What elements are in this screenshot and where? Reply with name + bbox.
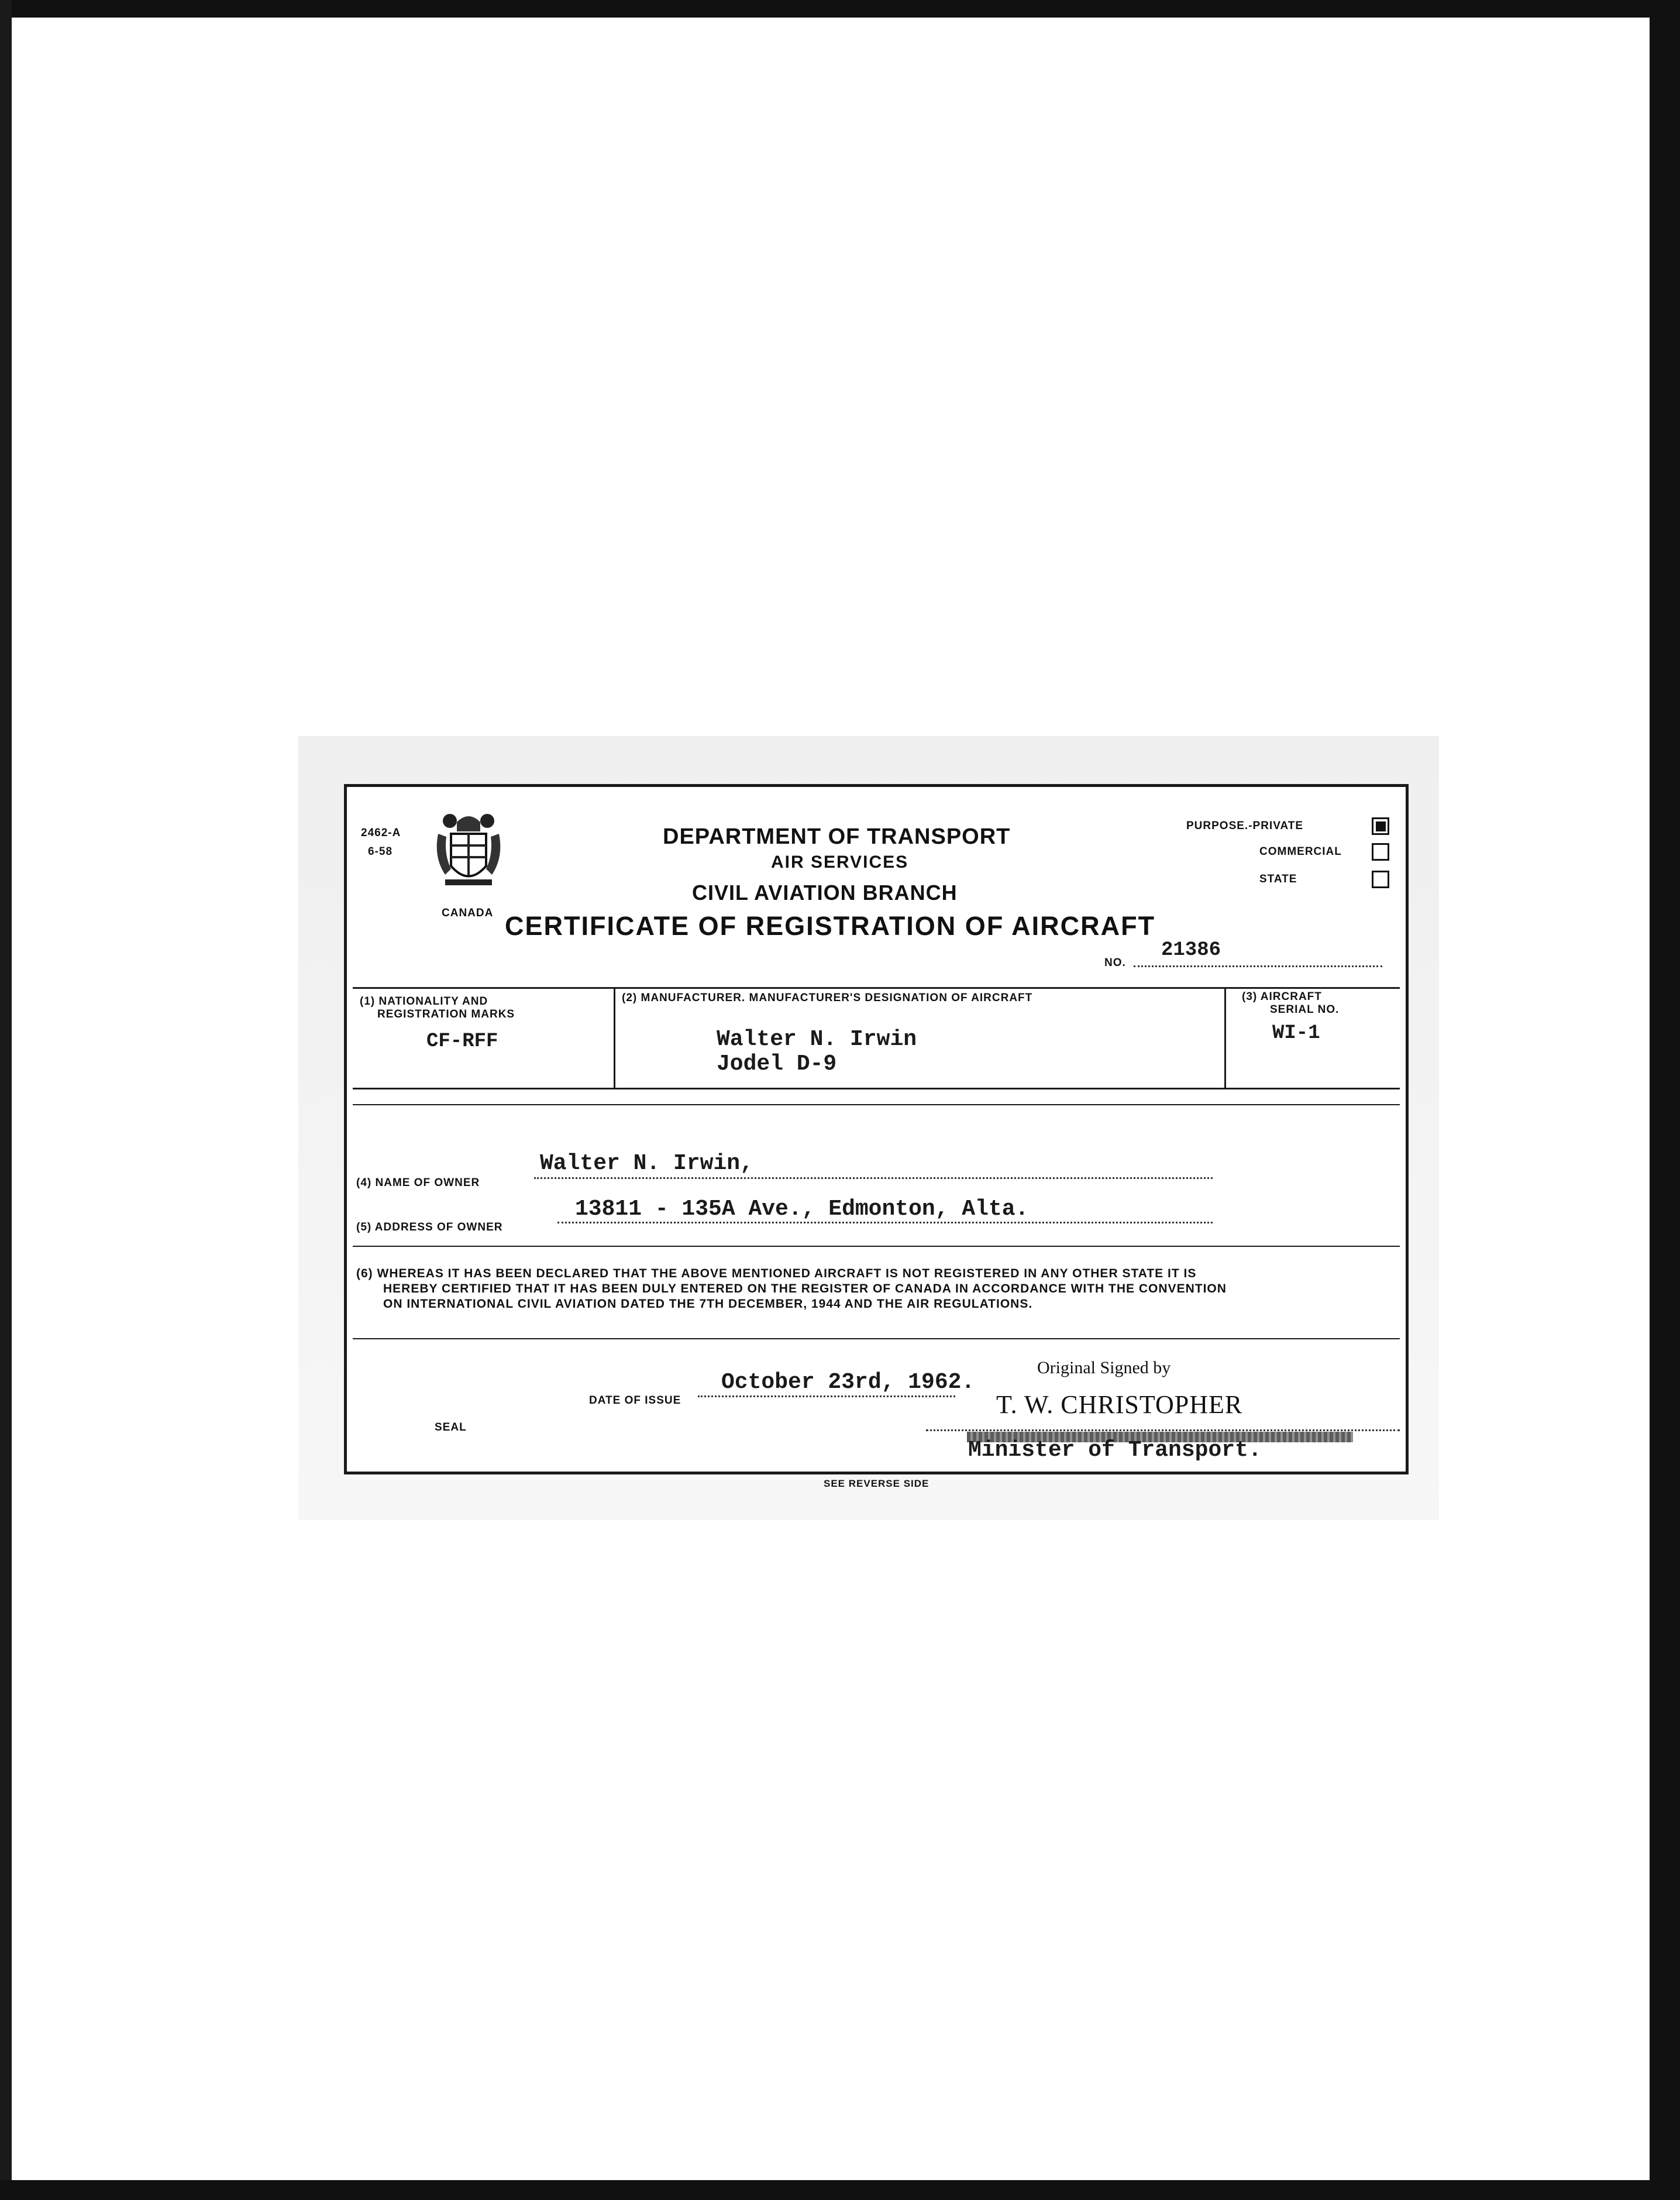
manufacturer-label: (2) MANUFACTURER. MANUFACTURER'S DESIGNATION OF AIRCRAFT [622,992,1033,1004]
form-date: 6-58 [368,845,393,858]
signature-dotted-line [926,1429,1400,1431]
table-bottom-rule [353,1088,1400,1089]
serial-label: (3) AIRCRAFT [1242,991,1322,1003]
number-dotted-line [1134,965,1382,967]
declaration-line-2: HEREBY CERTIFIED THAT IT HAS BEEN DULY ENTERED ON THE REGISTER OF CANADA IN ACCORDANCE WITH THE CONVENTION [383,1282,1227,1295]
state-checkbox[interactable] [1372,871,1389,888]
signatory-name: T. W. CHRISTOPHER [996,1390,1243,1419]
certificate-number: 21386 [1161,939,1221,961]
declaration-top-rule [353,1246,1400,1247]
seal-label: SEAL [435,1421,467,1434]
form-number: 2462-A [361,827,401,839]
service-heading: AIR SERVICES [771,852,909,872]
date-dotted-line [698,1395,955,1397]
owner-address-label: (5) ADDRESS OF OWNER [356,1221,503,1233]
date-of-issue-label: DATE OF ISSUE [589,1394,681,1407]
certificate-title: CERTIFICATE OF REGISTRATION OF AIRCRAFT [505,911,1156,941]
owner-name-dotted-line [534,1177,1213,1179]
see-reverse-note: SEE REVERSE SIDE [824,1478,929,1489]
signatory-title: Minister of Transport. [968,1438,1262,1463]
branch-heading: CIVIL AVIATION BRANCH [692,881,958,905]
canada-coat-of-arms-icon [433,810,504,898]
serial-label-line2: SERIAL NO. [1270,1003,1340,1016]
department-heading: DEPARTMENT OF TRANSPORT [663,824,1011,849]
nationality-label-line2: REGISTRATION MARKS [377,1008,515,1020]
purpose-private-label: PURPOSE.-PRIVATE [1186,820,1304,832]
owner-address-dotted-line [557,1222,1213,1223]
table-top-rule [353,987,1400,989]
issue-section-rule [353,1338,1400,1339]
registration-marks: CF-RFF [426,1030,498,1053]
manufacturer-name: Walter N. Irwin [717,1027,917,1052]
purpose-state-label: STATE [1259,873,1297,885]
registration-certificate [344,784,1409,1474]
owner-name-label: (4) NAME OF OWNER [356,1177,480,1189]
table-divider-1 [614,987,615,1088]
date-of-issue: October 23rd, 1962. [721,1370,975,1395]
owner-name: Walter N. Irwin, [540,1151,753,1176]
aircraft-designation: Jodel D-9 [717,1051,837,1077]
scan-border-right [1650,0,1680,2200]
table-divider-2 [1224,987,1226,1088]
aircraft-serial-number: WI-1 [1272,1022,1320,1044]
declaration-line-1: (6) WHEREAS IT HAS BEEN DECLARED THAT THE ABOVE MENTIONED AIRCRAFT IS NOT REGISTERED IN ANY OTHER STATE IT IS [356,1267,1197,1280]
number-label: NO. [1104,957,1126,969]
commercial-checkbox[interactable] [1372,843,1389,861]
purpose-commercial-label: COMMERCIAL [1259,845,1342,858]
scan-border-bottom [0,2180,1680,2200]
owner-section-rule [353,1104,1400,1105]
owner-address: 13811 - 135A Ave., Edmonton, Alta. [575,1197,1029,1222]
original-signed-note: Original Signed by [1037,1358,1171,1377]
nationality-label: (1) NATIONALITY AND [360,995,488,1008]
declaration-line-3: ON INTERNATIONAL CIVIL AVIATION DATED THE 7TH DECEMBER, 1944 AND THE AIR REGULATIONS. [383,1297,1033,1311]
scan-border-top [0,0,1680,18]
private-checkbox[interactable] [1372,817,1389,835]
crest-caption: CANADA [442,907,494,919]
scan-border-left [0,0,12,2200]
